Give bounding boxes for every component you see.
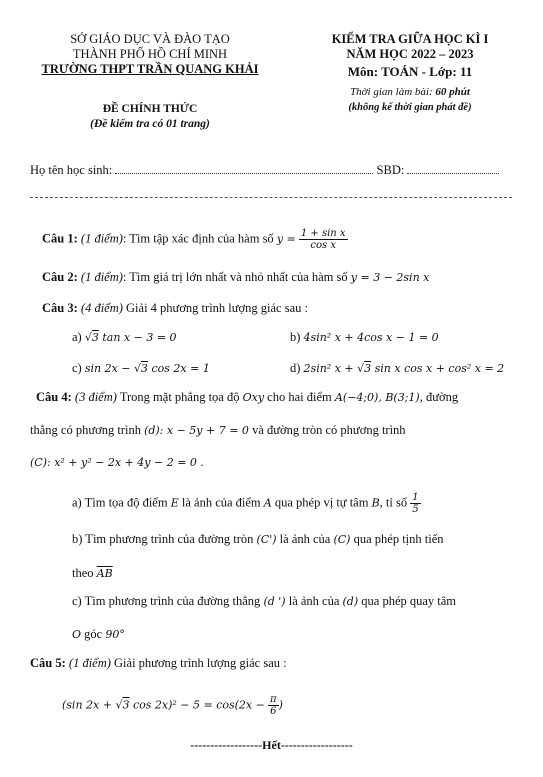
time-label: Thời gian làm bài: — [350, 86, 433, 98]
divider — [30, 197, 512, 198]
q2-label: Câu 2: — [42, 270, 78, 284]
q3-label: Câu 3: — [42, 301, 78, 315]
q4-c-text2: là ảnh của — [288, 594, 340, 608]
q3-points: (4 điểm) — [80, 301, 123, 315]
q5-eq-pre: (sin 2x + √ — [62, 698, 123, 712]
q4-text1: Trong mặt phẳng tọa độ — [119, 390, 240, 404]
time-note: (không kể thời gian phát đề) — [348, 102, 472, 113]
student-name-label: Họ tên học sinh: — [30, 163, 113, 177]
sbd-label: SBD: — [376, 163, 405, 177]
q4-b-text2: là ảnh của — [279, 532, 331, 546]
q3-c-root: 3 — [141, 362, 149, 375]
pages-note: (Đề kiểm tra có 01 trang) — [90, 118, 210, 130]
sbd-field[interactable] — [407, 173, 499, 174]
q3-a-root: 3 — [91, 331, 99, 344]
q4-b-text: b) Tìm phương trình của đường tròn — [72, 532, 254, 546]
q4-a-text3: qua phép vị tự tâm — [274, 495, 369, 510]
q4-line-eq: (d): x − 5y + 7 = 0 — [144, 424, 249, 437]
subject: Môn: TOÁN - Lớp: 11 — [347, 64, 473, 79]
q3-d-root: 3 — [364, 362, 372, 375]
q4-text3: , đường — [419, 390, 459, 404]
q3-part-d — [290, 361, 504, 376]
q4-points: (3 điểm) — [74, 390, 117, 404]
q5-label: Câu 5: — [30, 656, 66, 670]
q4-b-text3: qua phép tịnh tiến — [353, 532, 444, 546]
question-3 — [42, 301, 308, 316]
q4-b-vec: $\overline{AB}$ — [96, 567, 113, 580]
q4-a-text: a) Tìm tọa độ điểm — [72, 495, 168, 510]
q4-c-d1: (d ') — [263, 595, 286, 608]
q4-line2-text: thẳng có phương trình — [30, 423, 141, 437]
q4-a-fraction — [410, 492, 420, 515]
q4-b-theo: theo — [72, 566, 94, 580]
q5-eq-den: 6 — [270, 706, 277, 717]
q4-part-c — [72, 594, 456, 609]
city-name: THÀNH PHỐ HỒ CHÍ MINH — [72, 47, 228, 61]
question-1 — [42, 228, 348, 251]
q4-line-2 — [30, 423, 406, 438]
question-5 — [30, 656, 287, 671]
q5-eq-post: ) — [278, 698, 283, 712]
q4-c-O: O — [72, 628, 82, 641]
q4-a-B: B — [371, 496, 380, 510]
student-info — [30, 163, 499, 178]
q4-b-C: (C) — [333, 533, 351, 546]
q3-a-pre: √ — [84, 331, 92, 344]
q3-part-b — [290, 330, 439, 345]
time-line — [300, 86, 520, 98]
q4-points-expr: A(−4;0), B(3;1) — [334, 391, 420, 404]
q5-eq-root: 3 — [122, 698, 130, 712]
q4-label: Câu 4: — [36, 390, 72, 404]
q4-oxy: Oxy — [242, 391, 265, 404]
q5-eq-mid: cos 2x)² − 5 = cos(2x − — [129, 698, 265, 712]
q4-a-text4: , tỉ số — [379, 495, 408, 510]
official-label: ĐỀ CHÍNH THỨC — [102, 103, 198, 115]
q1-label: Câu 1: — [42, 231, 78, 246]
q4-part-c-cont — [72, 627, 125, 642]
q3-b-label: b) — [290, 330, 301, 344]
q1-text: : Tìm tập xác định của hàm số — [122, 231, 274, 246]
q5-fraction — [268, 694, 279, 717]
q3-part-a — [72, 330, 177, 345]
q5-text: Giải phương trình lượng giác sau : — [114, 656, 287, 670]
q3-b-expr: 4sin² x + 4cos x − 1 = 0 — [303, 331, 439, 344]
end-marker: ------------------Hết------------------ — [190, 738, 353, 752]
q5-eq-num: π — [269, 694, 277, 705]
q3-a-post: tan x − 3 = 0 — [98, 331, 177, 344]
q3-text: Giải 4 phương trình lượng giác sau : — [126, 301, 308, 315]
q1-lhs: y = — [276, 232, 296, 246]
q4-b-C1: (C') — [256, 533, 277, 546]
department-name: SỞ GIÁO DỤC VÀ ĐÀO TẠO — [70, 32, 230, 46]
q4-c-d: (d) — [342, 595, 359, 608]
question-4 — [36, 390, 458, 405]
q2-points: (1 điểm) — [80, 270, 123, 284]
header-right — [300, 32, 520, 62]
school-year: NĂM HỌC 2022 – 2023 — [346, 47, 474, 61]
q2-text: : Tìm giá trị lớn nhất và nhỏ nhất của hàm số — [122, 270, 348, 284]
q4-circle-eq: (C): x² + y² − 2x + 4y − 2 = 0 . — [30, 456, 204, 469]
q3-d-pre: 2sin² x + √ — [303, 362, 365, 375]
q3-c-pre: sin 2x − √ — [84, 362, 142, 375]
q4-a-text2: là ảnh của điểm — [181, 495, 261, 510]
q4-a-num: 1 — [412, 492, 419, 503]
q4-c-text3: qua phép quay tâm — [361, 594, 457, 608]
q1-denominator: cos x — [310, 240, 336, 251]
q5-equation — [62, 694, 283, 717]
q1-points: (1 điểm) — [80, 231, 123, 246]
q3-d-label: d) — [290, 361, 301, 375]
q4-a-A: A — [263, 496, 272, 510]
q3-c-label: c) — [72, 361, 82, 375]
q3-part-c — [72, 361, 210, 376]
time-value: 60 phút — [435, 86, 470, 98]
q4-c-angle: 90° — [105, 628, 125, 641]
q4-a-den: 5 — [412, 504, 419, 515]
question-2 — [42, 270, 429, 285]
q5-points: (1 điểm) — [68, 656, 111, 670]
q4-part-a — [72, 492, 421, 515]
q3-d-post: sin x cos x + cos² x = 2 — [371, 362, 505, 375]
q4-part-b-cont — [72, 566, 113, 581]
q4-part-b — [72, 532, 444, 547]
exam-title: KIỂM TRA GIỮA HỌC KÌ I — [331, 32, 489, 46]
q4-line2-text2: và đường tròn có phương trình — [252, 423, 406, 437]
q4-circle — [30, 455, 204, 470]
q4-text2: cho hai điểm — [267, 390, 332, 404]
school-name: TRƯỜNG THPT TRẦN QUANG KHẢI — [41, 62, 259, 76]
q3-a-label: a) — [72, 330, 82, 344]
header-left — [40, 32, 260, 77]
q1-numerator: 1 + sin x — [300, 228, 346, 239]
student-name-field[interactable] — [115, 173, 373, 174]
q1-fraction — [299, 228, 348, 251]
q3-c-post: cos 2x = 1 — [148, 362, 210, 375]
q4-c-text: c) Tìm phương trình của đường thẳng — [72, 594, 261, 608]
q4-c-goc: góc — [84, 627, 103, 641]
q4-a-E: E — [170, 496, 179, 510]
q2-expr: y = 3 − 2sin x — [350, 271, 430, 284]
